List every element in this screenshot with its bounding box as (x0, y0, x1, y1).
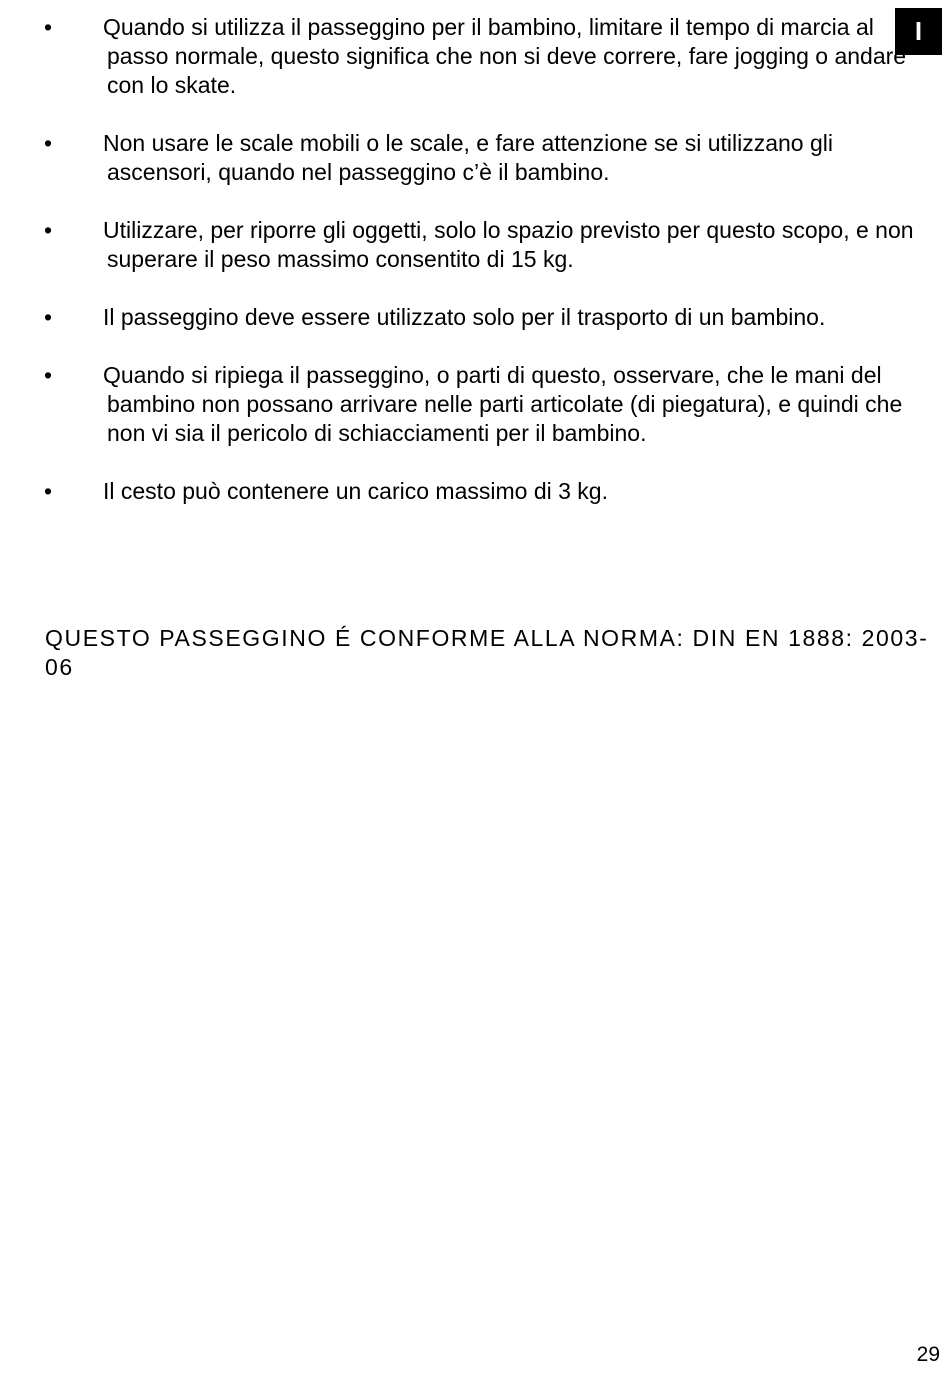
list-item-text: Il passeggino deve essere utilizzato solo per il trasporto di un bambino. (103, 304, 826, 330)
safety-instructions-list (44, 13, 924, 535)
list-item-text: Quando si utilizza il passeggino per il bambino, limitare il tempo di marcia al passo normale, questo significa che non si deve correre, fare jogging o andare con lo skate. (103, 14, 907, 98)
bullet-icon: • (44, 304, 53, 330)
list-item (44, 216, 924, 274)
list-item (44, 129, 924, 187)
list-item-text: Utilizzare, per riporre gli oggetti, solo lo spazio previsto per questo scopo, e non superare il peso massimo consentito di 15 kg. (103, 217, 914, 272)
language-section-tab: I (895, 8, 942, 55)
bullet-icon: • (44, 362, 53, 388)
list-item (44, 303, 924, 332)
list-item-text: Il cesto può contenere un carico massimo di 3 kg. (103, 478, 608, 504)
bullet-icon: • (44, 14, 53, 40)
page-number: 29 (916, 1343, 940, 1366)
list-item-text: Non usare le scale mobili o le scale, e fare attenzione se si utilizzano gli ascensori, quando nel passeggino c’è il bambino. (103, 130, 833, 185)
standard-compliance-note: QUESTO PASSEGGINO É CONFORME ALLA NORMA: DIN EN 1888: 2003-06 (45, 625, 929, 680)
list-item (44, 477, 924, 506)
bullet-icon: • (44, 130, 53, 156)
bullet-icon: • (44, 478, 53, 504)
list-item (44, 361, 924, 448)
bullet-icon: • (44, 217, 53, 243)
list-item (44, 13, 924, 100)
list-item-text: Quando si ripiega il passeggino, o parti di questo, osservare, che le mani del bambino non possano arrivare nelle parti articolate (di piegatura), e quindi che non vi sia il pericolo di schiacciamenti per il bambino. (103, 362, 903, 446)
